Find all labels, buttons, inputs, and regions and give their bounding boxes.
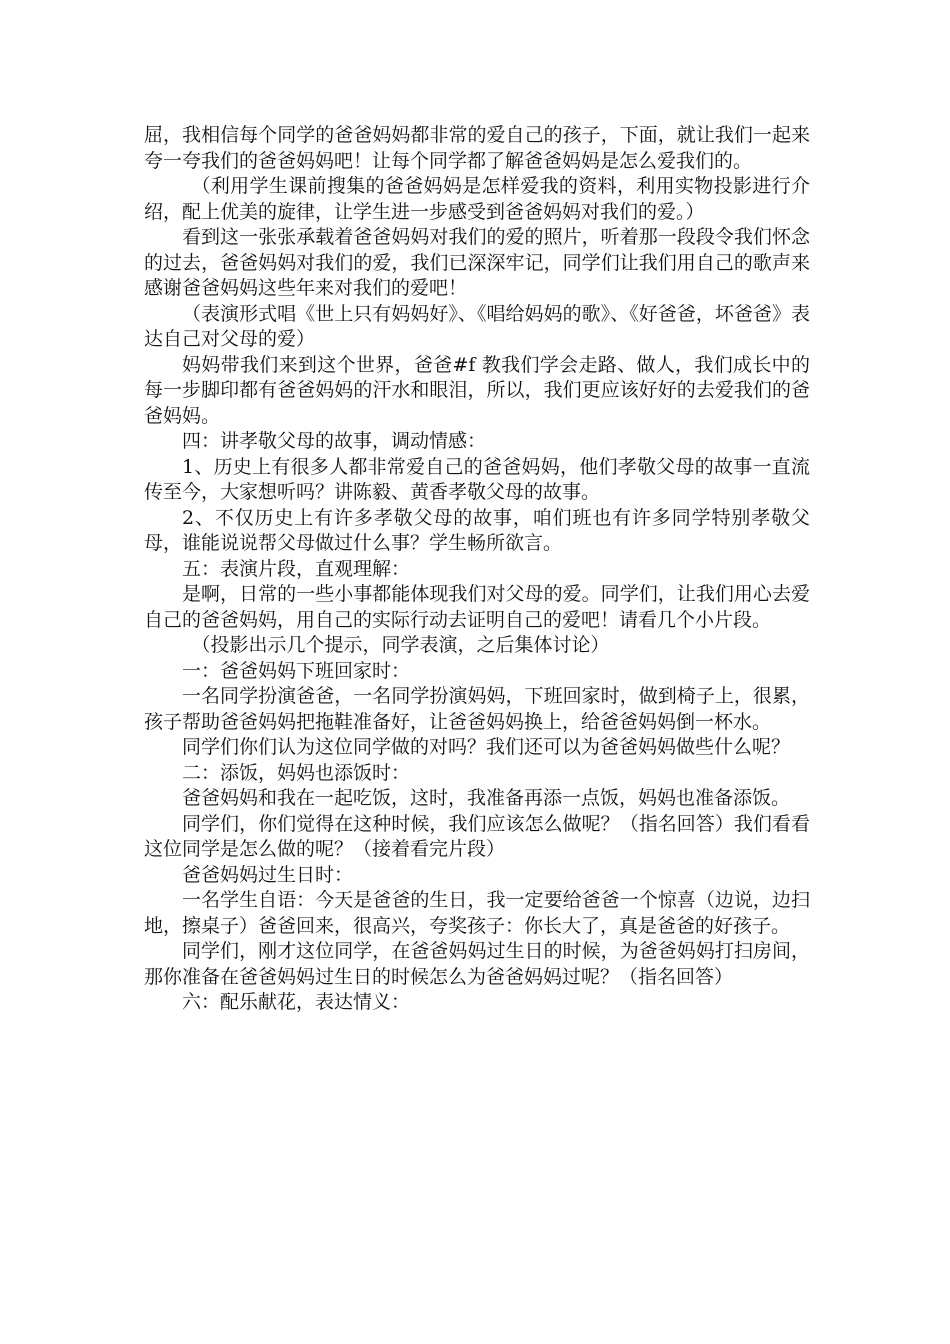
section-heading: 四：讲孝敬父母的故事，调动情感： — [182, 430, 487, 452]
paragraph: 看到这一张张承载着爸爸妈妈对我们的爱的照片，听着那一段段令我们怀念的过去，爸爸妈妈对我们的爱，我们已深深牢记，同学们让我们用自己的歌声来感谢爸爸妈妈这些年来对我们的爱吧！ — [144, 226, 810, 299]
paragraph: （表演形式唱《世上只有妈妈好》、《唱给妈妈的歌》、《好爸爸，坏爸爸》表达自己对父母的爱） — [144, 302, 810, 350]
paragraph: （投影出示几个提示，同学表演，之后集体讨论） — [191, 634, 610, 656]
section-heading: 五：表演片段，直观理解： — [182, 557, 411, 580]
sub-heading: 二：添饭，妈妈也添饭时： — [182, 761, 411, 784]
paragraph: 一名学生自语：今天是爸爸的生日，我一定要给爸爸一个惊喜（边说，边扫地，擦桌子）爸爸回来，很高兴，夸奖孩子：你长大了，真是爸爸的好孩子。 — [144, 889, 810, 937]
paragraph: 妈妈带我们来到这个世界，爸爸#f 教我们学会走路、做人，我们成长中的每一步脚印都有爸爸妈妈的汗水和眼泪，所以，我们更应该好好的去爱我们的爸爸妈妈。 — [144, 353, 810, 427]
paragraph: 同学们，刚才这位同学，在爸爸妈妈过生日的时候，为爸爸妈妈打扫房间，那你准备在爸爸妈妈过生日的时候怎么为爸爸妈妈过呢？（指名回答） — [144, 940, 810, 988]
paragraph: 同学们，你们觉得在这种时候，我们应该怎么做呢？（指名回答）我们看看这位同学是怎么做的呢？（接着看完片段） — [144, 812, 810, 860]
paragraph: 爸爸妈妈和我在一起吃饭，这时，我准备再添一点饭，妈妈也准备添饭。 — [182, 787, 791, 809]
paragraph: 屈，我相信每个同学的爸爸妈妈都非常的爱自己的孩子，下面，就让我们一起来夸一夸我们的爸爸妈妈吧！让每个同学都了解爸爸妈妈是怎么爱我们的。 — [144, 124, 810, 172]
paragraph: 是啊，日常的一些小事都能体现我们对父母的爱。同学们，让我们用心去爱自己的爸爸妈妈，用自己的实际行动去证明自己的爱吧！请看几个小片段。 — [144, 583, 810, 631]
paragraph: （利用学生课前搜集的爸爸妈妈是怎样爱我的资料，利用实物投影进行介绍，配上优美的旋律，让学生进一步感受到爸爸妈妈对我们的爱。） — [144, 175, 810, 223]
paragraph: 1、历史上有很多人都非常爱自己的爸爸妈妈，他们孝敬父母的故事一直流传至今，大家想听吗？讲陈毅、黄香孝敬父母的故事。 — [144, 455, 810, 503]
paragraph: 一名同学扮演爸爸，一名同学扮演妈妈，下班回家时，做到椅子上，很累，孩子帮助爸爸妈妈把拖鞋准备好，让爸爸妈妈换上，给爸爸妈妈倒一杯水。 — [144, 685, 810, 733]
paragraph: 2、不仅历史上有许多孝敬父母的故事，咱们班也有许多同学特别孝敬父母，谁能说说帮父母做过什么事？学生畅所欲言。 — [144, 506, 810, 554]
section-heading: 六：配乐献花，表达情义： — [182, 991, 411, 1013]
document-page — [144, 123, 810, 1016]
sub-heading: 一：爸爸妈妈下班回家时： — [182, 659, 411, 682]
sub-heading: 爸爸妈妈过生日时： — [182, 863, 354, 886]
paragraph: 同学们你们认为这位同学做的对吗？我们还可以为爸爸妈妈做些什么呢？ — [182, 736, 791, 758]
